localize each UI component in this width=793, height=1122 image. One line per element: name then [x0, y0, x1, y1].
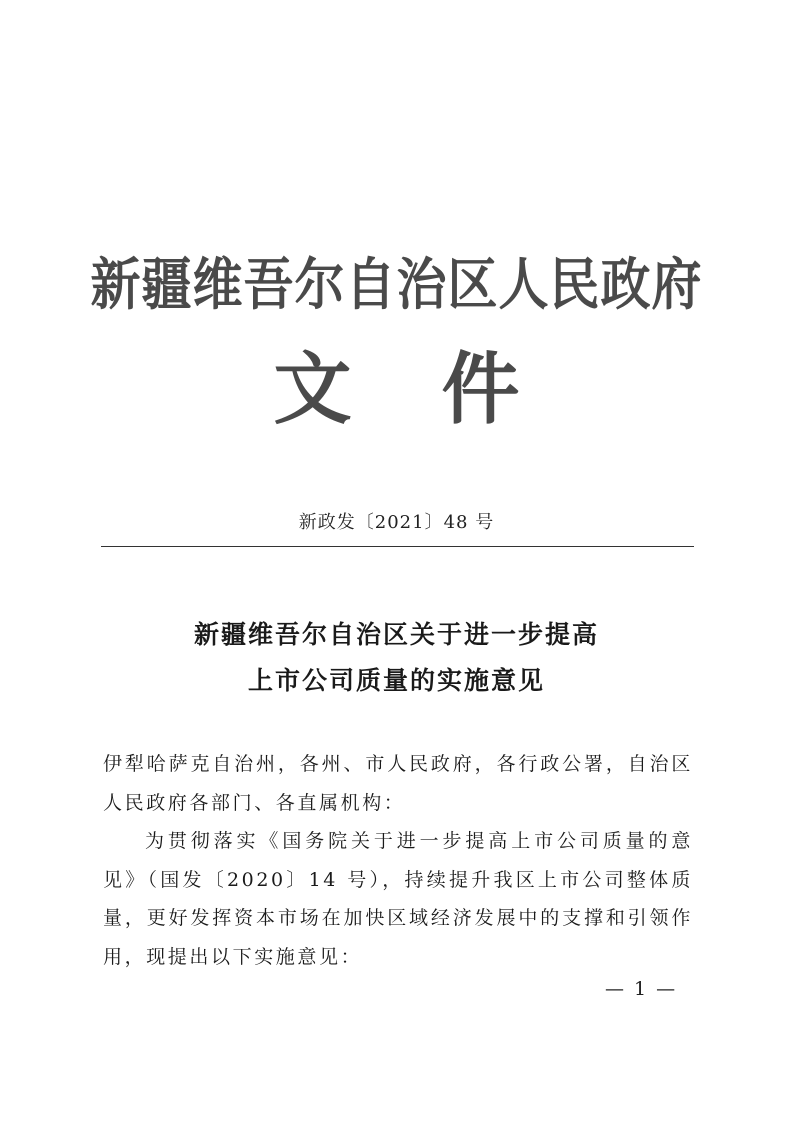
- document-body: [103, 745, 693, 976]
- title-line-1: 新疆维吾尔自治区关于进一步提高: [193, 620, 599, 649]
- issuer-name: 新疆维吾尔自治区人民政府: [90, 252, 703, 318]
- document-number: 新政发〔2021〕48 号: [298, 512, 495, 533]
- document-label: 文件: [273, 345, 610, 435]
- document-title: [0, 612, 793, 704]
- intro-paragraph: 为贯彻落实《国务院关于进一步提高上市公司质量的意见》（国发〔2020〕14 号），持续提升我区上市公司整体质量，更好发挥资本市场在加快区域经济发展中的支撑和引领作用，现提出以下实施意见：: [103, 830, 693, 968]
- recipients-paragraph: 伊犁哈萨克自治州，各州、市人民政府，各行政公署，自治区人民政府各部门、各直属机构：: [103, 753, 693, 814]
- title-line-2: 上市公司质量的实施意见: [247, 666, 545, 695]
- page-number: — 1 —: [605, 978, 678, 1000]
- header-divider: [101, 546, 694, 547]
